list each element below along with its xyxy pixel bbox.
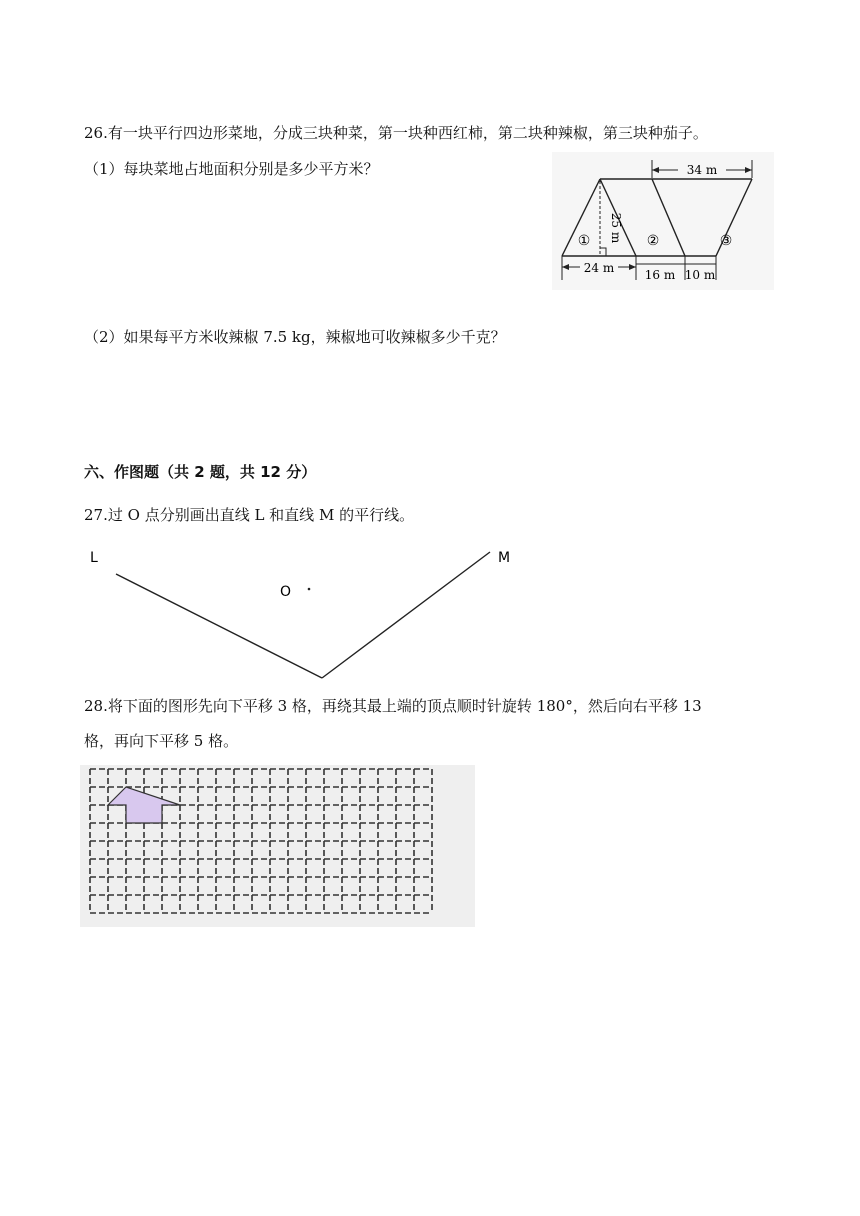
- q28-line2: 格，再向下平移 5 格。: [84, 732, 239, 750]
- q26-stem: 26.有一块平行四边形菜地，分成三块种菜，第一块种西红柿，第二块种辣椒，第三块种茄子。: [84, 124, 708, 142]
- region-2-label: ②: [646, 233, 660, 249]
- line-L: [116, 574, 322, 678]
- q26-part2: （2）如果每平方米收辣椒 7.5 kg，辣椒地可收辣椒多少千克？: [84, 328, 506, 346]
- line-M-label: M: [498, 550, 511, 566]
- dim-base-16m: 16 m: [644, 268, 676, 282]
- section-6-heading: 六、作图题（共 2 题，共 12 分）: [84, 463, 317, 481]
- dim-base-10m: 10 m: [684, 268, 716, 282]
- q26-figure: [552, 152, 774, 290]
- line-M: [322, 552, 490, 678]
- q27-text: 27.过 O 点分别画出直线 L 和直线 M 的平行线。: [84, 506, 415, 524]
- point-O-label: O: [280, 584, 292, 600]
- region-1-label: ①: [577, 233, 591, 249]
- q27-figure: [80, 540, 520, 685]
- q28-line1: 28.将下面的图形先向下平移 3 格，再绕其最上端的顶点顺时针旋转 180°，然后向右平移 13: [84, 697, 702, 715]
- region-3-label: ③: [719, 233, 733, 249]
- dim-base-24m: 24 m: [583, 261, 615, 275]
- q28-grid: [80, 765, 475, 927]
- point-O: [308, 588, 311, 591]
- line-L-label: L: [90, 550, 98, 566]
- dim-height-25m: 25 m: [609, 212, 623, 244]
- dim-top-34m: 34 m: [686, 163, 718, 177]
- q26-part1: （1）每块菜地占地面积分别是多少平方米？: [84, 160, 379, 178]
